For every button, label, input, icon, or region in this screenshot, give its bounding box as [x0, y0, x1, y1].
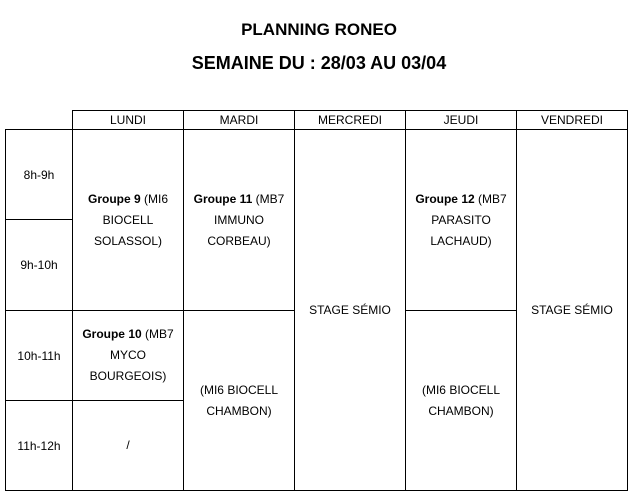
- group-detail: SOLASSOL): [93, 233, 163, 248]
- cell-lundi-empty: /: [73, 401, 184, 491]
- group-label: Groupe 12: [415, 191, 475, 206]
- corner-cell: [6, 111, 73, 130]
- day-header-mercredi: MERCREDI: [295, 111, 406, 130]
- group-label: Groupe 10: [82, 327, 142, 341]
- cell-text: CHAMBON): [206, 403, 272, 418]
- time-slot: 11h-12h: [6, 401, 73, 491]
- group-detail: PARASITO: [431, 212, 491, 227]
- time-slot: 9h-10h: [6, 220, 73, 311]
- group-detail: (MB7: [474, 191, 507, 206]
- group-label: Groupe 11: [193, 191, 253, 206]
- day-header-lundi: LUNDI: [73, 111, 184, 130]
- group-detail: IMMUNO: [214, 212, 264, 227]
- cell-lundi-group-10: [73, 311, 184, 401]
- cell-text: (MI6 BIOCELL: [199, 382, 279, 397]
- cell-jeudi-group: [406, 130, 517, 311]
- time-slot: 8h-9h: [6, 130, 73, 220]
- group-label: Groupe 9: [87, 191, 141, 206]
- day-header-jeudi: JEUDI: [406, 111, 517, 130]
- group-detail: BIOCELL: [102, 212, 154, 227]
- cell-mardi-group: [184, 130, 295, 311]
- page-title: PLANNING RONEO: [241, 20, 397, 39]
- cell-vendredi-stage: STAGE SÉMIO: [517, 130, 628, 491]
- group-detail: (MI6: [140, 191, 169, 206]
- group-detail: BOURGEOIS): [89, 369, 167, 383]
- time-slot: 10h-11h: [6, 311, 73, 401]
- cell-text: (MI6 BIOCELL: [421, 382, 501, 397]
- cell-lundi-group: [73, 130, 184, 311]
- schedule-table: [5, 110, 628, 491]
- page-subtitle: SEMAINE DU : 28/03 AU 03/04: [191, 53, 447, 73]
- group-detail: (MB7: [252, 191, 285, 206]
- time-row: [6, 130, 628, 220]
- group-detail: LACHAUD): [430, 233, 492, 248]
- cell-mardi-biocell: [184, 311, 295, 491]
- group-detail: CORBEAU): [207, 233, 271, 248]
- day-header-vendredi: VENDREDI: [517, 111, 628, 130]
- cell-text: CHAMBON): [428, 403, 494, 418]
- cell-jeudi-biocell: [406, 311, 517, 491]
- day-header-mardi: MARDI: [184, 111, 295, 130]
- cell-mercredi-stage: STAGE SÉMIO: [295, 130, 406, 491]
- group-detail: MYCO: [110, 348, 146, 362]
- group-detail: (MB7: [141, 327, 174, 341]
- header-row: [6, 111, 628, 130]
